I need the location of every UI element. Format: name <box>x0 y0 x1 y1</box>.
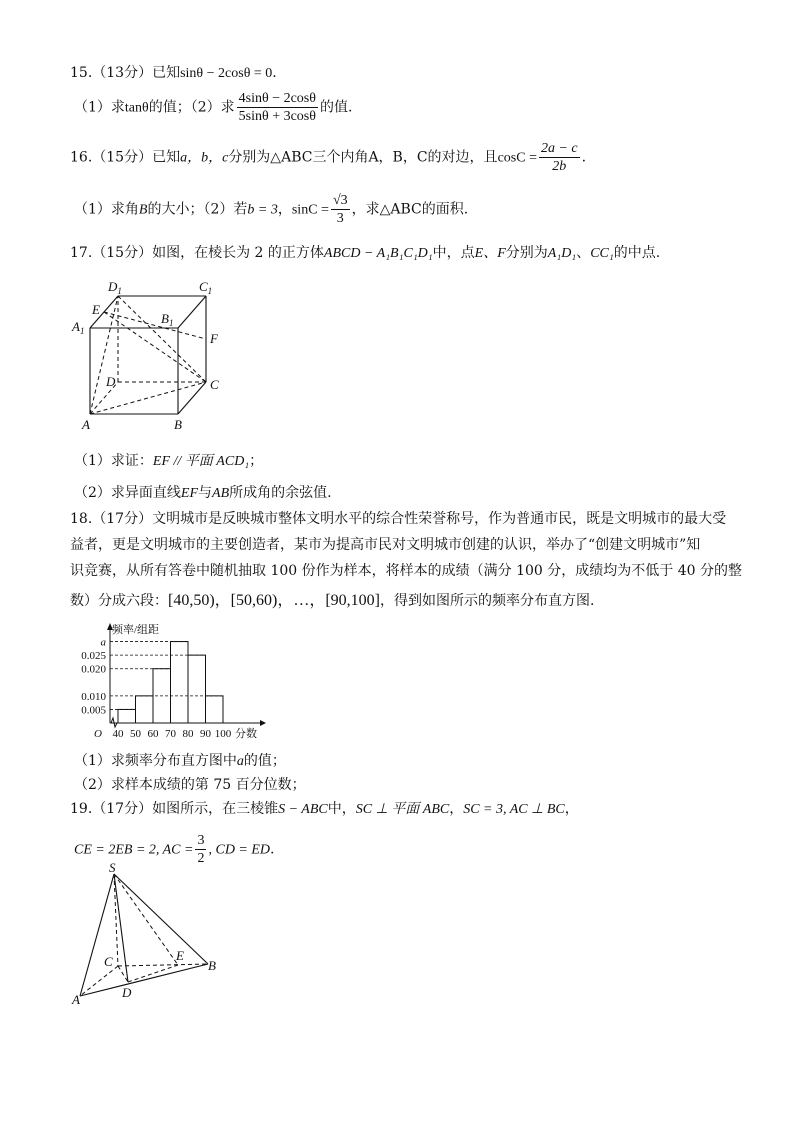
q18-line1: 18.（17分）文明城市是反映城市整体文明水平的综合性荣誉称号，作为普通市民，既是文明城市的最大受 <box>70 511 727 527</box>
y-tick-label: a <box>100 636 106 649</box>
edge-C-B <box>118 964 208 966</box>
q16-subquestions: （1）求角B的大小；（2）若b = 3，sinC = $\frac{√3}{3}$ ，求△ABC的面积. <box>74 193 469 226</box>
histogram-bar <box>118 709 136 723</box>
histogram-bar <box>136 696 154 723</box>
edge-S-A <box>80 874 114 996</box>
label-C: C <box>210 377 219 392</box>
x-axis-arrow <box>260 720 266 726</box>
q18-line2: 益者，更是文明城市的主要创造者，某市为提高市民对文明城市创建的认识，举办了“创建文明城市”知 <box>70 537 701 553</box>
q18-line4: 数）分成六段：[40,50)，[50,60)，…，[90,100]，得到如图所示的频率分布直方图. <box>70 592 595 609</box>
x-axis-label: 分数 <box>235 728 257 740</box>
label-A1: $A_1$ <box>72 319 85 336</box>
label-D: D <box>106 374 116 389</box>
label-D1: $D_1$ <box>108 279 122 296</box>
y-tick-label: 0.005 <box>81 704 106 717</box>
x-tick-label: 100 <box>214 728 232 740</box>
q15-subquestions: （1）求tanθ的值；（2）求 $\frac{4\sin\theta - 2\cos\theta}{5\sin\theta + 3\cos\theta}$ 的值. <box>74 91 353 124</box>
label-B: B <box>208 958 216 973</box>
label-F: F <box>210 331 218 346</box>
label-C1: $C_1$ <box>199 279 213 296</box>
diag-D1-C <box>118 296 206 382</box>
label-C: C <box>104 954 113 969</box>
q16-sqrt-fraction: $\frac{√3}{3}$ <box>332 193 348 226</box>
q15-fraction: $\frac{4\sin\theta - 2\cos\theta}{5\sin\theta + 3\cos\theta}$ <box>238 91 316 124</box>
label-A: A <box>82 417 90 432</box>
histogram-bar <box>171 642 189 723</box>
histogram-bar <box>188 655 206 723</box>
label-A: A <box>72 992 80 1007</box>
q19-fraction: $\frac{3}{2}$ <box>197 833 205 866</box>
y-tick-label: 0.010 <box>81 690 106 703</box>
q17-sub2: （2）求异面直线EF与AB所成角的余弦值. <box>74 485 332 501</box>
q17-sub1: （1）求证：EF // 平面 ACD₁； <box>74 453 264 469</box>
label-B: B <box>174 417 182 432</box>
q16-fraction: $\frac{2a - c}{2b}$ <box>540 141 578 174</box>
x-tick-label: 70 <box>165 728 176 740</box>
label-D: D <box>122 985 132 1000</box>
label-S: S <box>109 862 116 875</box>
edge-S-B <box>114 874 208 964</box>
x-tick-label: 90 <box>200 728 211 740</box>
x-tick-label: 40 <box>112 728 124 740</box>
frequency-histogram <box>70 620 280 744</box>
seg-E-C <box>104 312 206 382</box>
q19-conditions: CE = 2EB = 2, AC = $\frac{3}{2}$ , CD = ED. <box>74 833 275 866</box>
q19-statement: 19.（17分）如图所示，在三棱锥S − ABC中，SC ⊥ 平面 ABC，SC = 3, AC ⊥ BC， <box>70 801 579 817</box>
label-E: E <box>92 302 100 317</box>
q16-statement: 16.（15分）已知a，b，c分别为△ABC三个内角A，B，C的对边，且cosC = $\frac{2a - c}{2b}$ . <box>70 141 587 174</box>
y-tick-label: 0.020 <box>81 663 106 676</box>
q18-line3: 识竞赛，从所有答卷中随机抽取 100 份作为样本，将样本的成绩（满分 100 分，成绩均为不低于 40 分的整 <box>70 563 742 579</box>
q18-sub1: （1）求频率分布直方图中a的值； <box>74 753 286 769</box>
x-tick-label: 50 <box>130 728 141 740</box>
edge-B-C <box>178 382 206 414</box>
origin-label: O <box>94 728 102 740</box>
q17-statement: 17.（15分）如图，在棱长为 2 的正方体ABCD − A₁B₁C₁D₁中，点E、F分别为A₁D₁、CC₁的中点. <box>70 245 661 261</box>
label-B1: $B_1$ <box>161 311 174 328</box>
q18-sub2: （2）求样本成绩的第 75 百分位数； <box>74 777 306 793</box>
seg-E-F <box>104 312 206 339</box>
x-tick-label: 80 <box>182 728 194 740</box>
edge-A-B <box>80 964 208 996</box>
q15-statement: 15.（13分）已知sinθ − 2cosθ = 0. <box>70 65 277 81</box>
x-tick-label: 60 <box>147 728 159 740</box>
y-tick-label: 0.025 <box>81 650 106 663</box>
pyramid-figure <box>66 862 226 1012</box>
edge-B1-C1 <box>178 296 206 328</box>
histogram-bar <box>206 696 224 723</box>
y-axis-label: 频率/组距 <box>112 624 160 636</box>
cube-figure <box>66 276 236 436</box>
label-E: E <box>176 948 184 963</box>
